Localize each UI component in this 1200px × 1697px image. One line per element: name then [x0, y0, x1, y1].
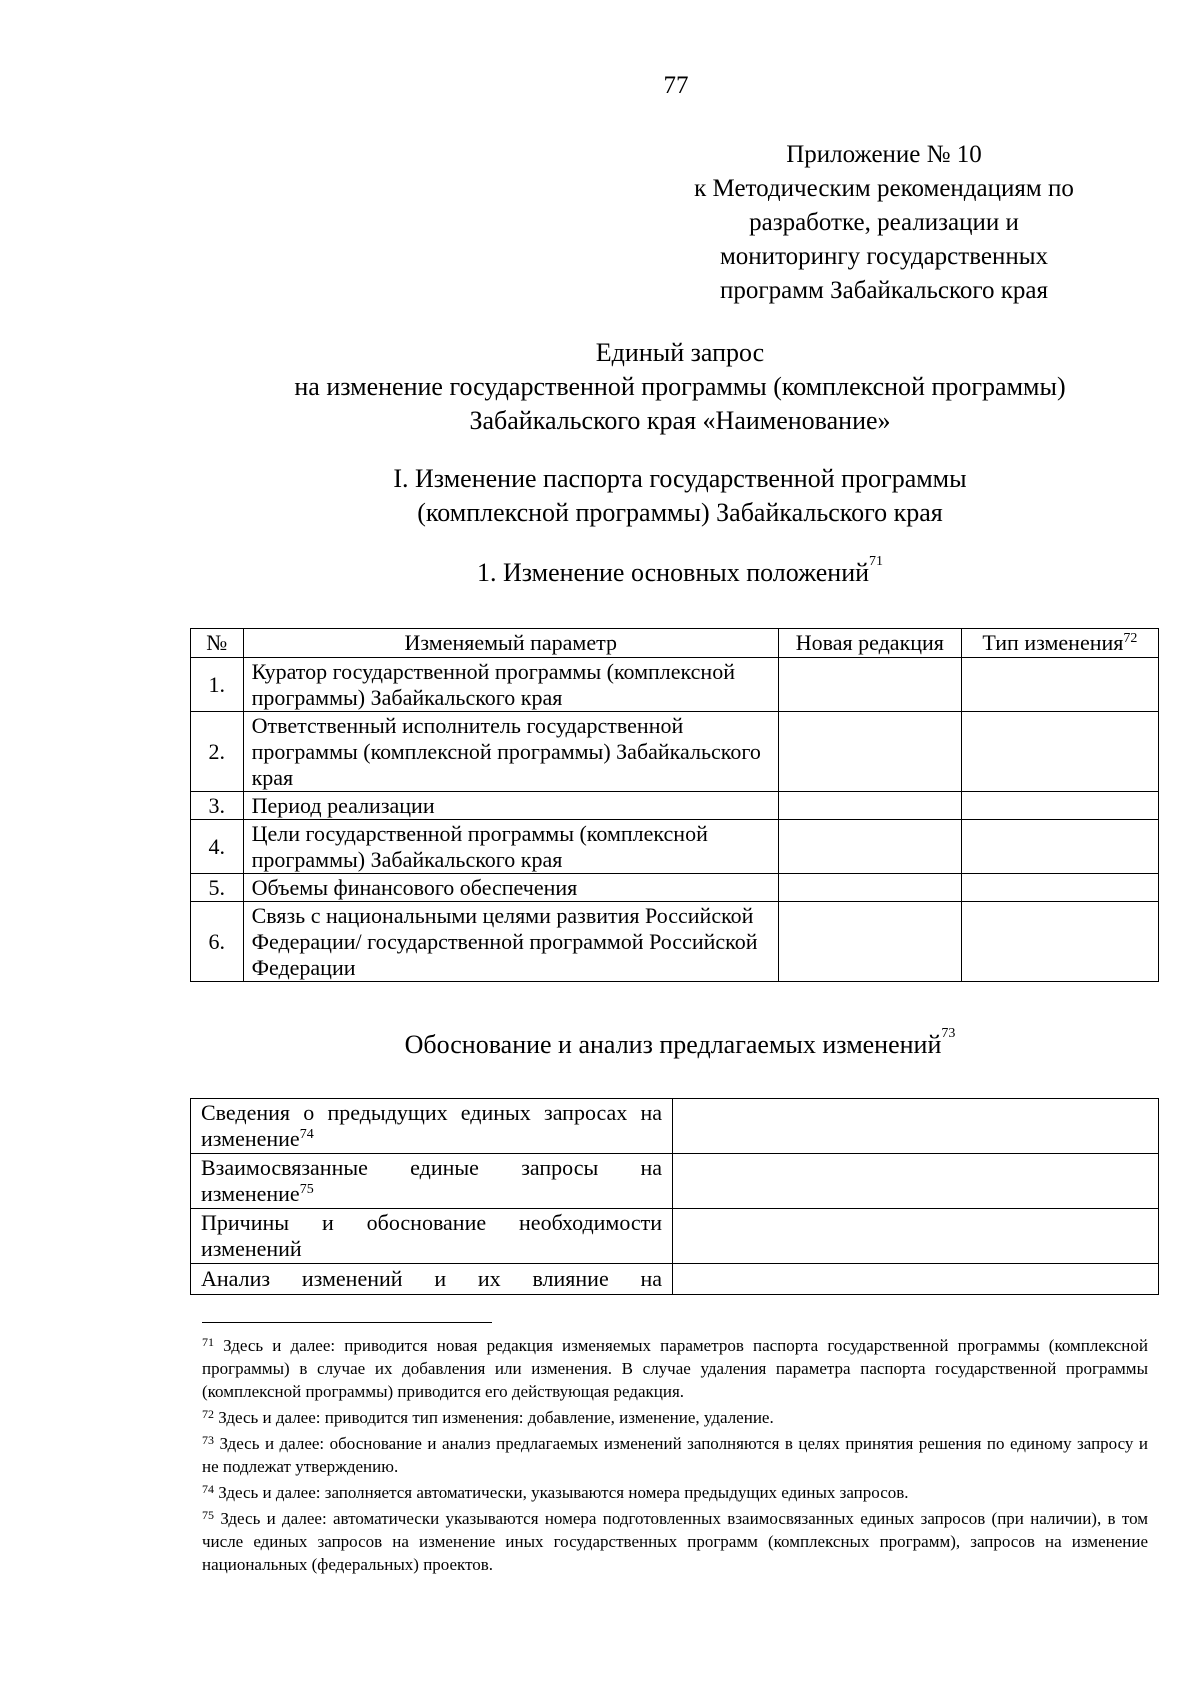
row-num: 3. [191, 792, 244, 820]
row-new-edition-cell[interactable] [778, 874, 961, 902]
footnote-text: Здесь и далее: автоматически указываются номера подготовленных взаимосвязанных единых запросов (при наличии), в том числе единых запросов на изменение иных государственных программ (комплексных программ), запросов на изменение национальных (федеральных) проектов. [202, 1509, 1148, 1574]
analysis-label [191, 1209, 673, 1264]
subsection-heading [190, 554, 1170, 588]
row-num: 1. [191, 658, 244, 712]
analysis-value-cell[interactable] [673, 1209, 1159, 1264]
title-line: на изменение государственной программы (комплексной программы) [294, 372, 1066, 401]
row-change-type-cell[interactable] [961, 792, 1158, 820]
appendix-line: мониторингу государственных [719, 243, 1049, 270]
header-change-type [961, 629, 1158, 658]
row-new-edition-cell[interactable] [778, 902, 961, 982]
table-row [191, 658, 1159, 712]
table-row [191, 902, 1159, 982]
appendix-header [654, 138, 1114, 308]
row-param: Куратор государственной программы (комплексной программы) Забайкальского края [243, 658, 778, 712]
table-row [191, 1154, 1159, 1209]
footnote-text: Здесь и далее: обоснование и анализ предлагаемых изменений заполняются в целях принятия решения по единому запросу и не подлежат утверждению. [202, 1434, 1148, 1476]
footnote-text: Здесь и далее: приводится новая редакция изменяемых параметров паспорта государственной программы (комплексной программы) в случае их добавления или изменения. В случае удаления параметра паспорта государственной программы (комплексной программы) приводится его действующая редакция. [202, 1336, 1148, 1401]
footnote-separator [202, 1322, 492, 1323]
footnote-number: 75 [202, 1508, 214, 1522]
row-param: Связь с национальными целями развития Российской Федерации/ государственной программой Российской Федерации [243, 902, 778, 982]
table-row [191, 1209, 1159, 1264]
footnotes [202, 1334, 1148, 1579]
row-new-edition-cell[interactable] [778, 792, 961, 820]
appendix-line: к Методическим рекомендациям по [694, 175, 1074, 202]
appendix-line: программ Забайкальского края [720, 277, 1048, 304]
title-line: Забайкальского края «Наименование» [469, 406, 891, 435]
footnote-ref: 73 [941, 1026, 956, 1041]
row-new-edition-cell[interactable] [778, 712, 961, 792]
row-new-edition-cell[interactable] [778, 658, 961, 712]
footnote-ref: 75 [299, 1182, 314, 1197]
analysis-label [191, 1154, 673, 1209]
analysis-label-text: Взаимосвязанные единые запросы на изменение [201, 1155, 663, 1206]
analysis-value-cell[interactable] [673, 1264, 1159, 1295]
footnote [202, 1481, 1148, 1504]
section-line: I. Изменение паспорта государственной программы [393, 464, 967, 493]
analysis-table [190, 1098, 1159, 1295]
analysis-label-text: Сведения о предыдущих единых запросах на изменение [201, 1100, 663, 1151]
table-row [191, 792, 1159, 820]
header-change-type-label: Тип изменения [982, 630, 1124, 655]
table-row [191, 1264, 1159, 1295]
row-change-type-cell[interactable] [961, 874, 1158, 902]
footnote-ref: 74 [299, 1127, 314, 1142]
row-param: Период реализации [243, 792, 778, 820]
table-row [191, 712, 1159, 792]
table-header-row [191, 629, 1159, 658]
title-line: Единый запрос [595, 338, 765, 367]
header-num: № [191, 629, 244, 658]
analysis-label [191, 1099, 673, 1154]
subsection-title: 1. Изменение основных положений [476, 558, 870, 587]
row-change-type-cell[interactable] [961, 902, 1158, 982]
document-title [190, 336, 1170, 438]
row-change-type-cell[interactable] [961, 658, 1158, 712]
row-param: Ответственный исполнитель государственной программы (комплексной программы) Забайкальского края [243, 712, 778, 792]
analysis-label [191, 1264, 673, 1295]
analysis-value-cell[interactable] [673, 1099, 1159, 1154]
row-num: 6. [191, 902, 244, 982]
analysis-label-text: Анализ изменений и их влияние на [201, 1266, 663, 1291]
footnote-number: 72 [202, 1407, 214, 1421]
footnote-ref: 72 [1123, 631, 1138, 646]
section-line: (комплексной программы) Забайкальского края [417, 498, 943, 527]
row-param: Цели государственной программы (комплексной программы) Забайкальского края [243, 820, 778, 874]
footnote-text: Здесь и далее: заполняется автоматически, указываются номера предыдущих единых запросов. [218, 1483, 909, 1502]
table-row [191, 1099, 1159, 1154]
footnote-number: 74 [202, 1482, 214, 1496]
footnote-number: 71 [202, 1335, 214, 1349]
footnote [202, 1432, 1148, 1478]
appendix-line: Приложение № 10 [786, 141, 982, 168]
table-row [191, 874, 1159, 902]
analysis-heading-text: Обоснование и анализ предлагаемых изменений [404, 1030, 942, 1059]
footnote [202, 1334, 1148, 1403]
footnote [202, 1507, 1148, 1576]
analysis-heading [190, 1026, 1170, 1060]
row-new-edition-cell[interactable] [778, 820, 961, 874]
footnote [202, 1406, 1148, 1429]
changes-table [190, 628, 1159, 982]
row-change-type-cell[interactable] [961, 712, 1158, 792]
analysis-label-text: Причины и обоснование необходимости изменений [201, 1210, 663, 1261]
header-new-edition: Новая редакция [778, 629, 961, 658]
appendix-line: разработке, реализации и [749, 209, 1019, 236]
section-heading [190, 462, 1170, 530]
row-num: 5. [191, 874, 244, 902]
footnote-ref: 71 [869, 554, 884, 569]
row-num: 4. [191, 820, 244, 874]
table-row [191, 820, 1159, 874]
row-param: Объемы финансового обеспечения [243, 874, 778, 902]
footnote-text: Здесь и далее: приводится тип изменения: добавление, изменение, удаление. [218, 1408, 774, 1427]
footnote-number: 73 [202, 1433, 214, 1447]
row-change-type-cell[interactable] [961, 820, 1158, 874]
row-num: 2. [191, 712, 244, 792]
analysis-value-cell[interactable] [673, 1154, 1159, 1209]
header-param: Изменяемый параметр [243, 629, 778, 658]
page-number: 77 [663, 72, 689, 99]
